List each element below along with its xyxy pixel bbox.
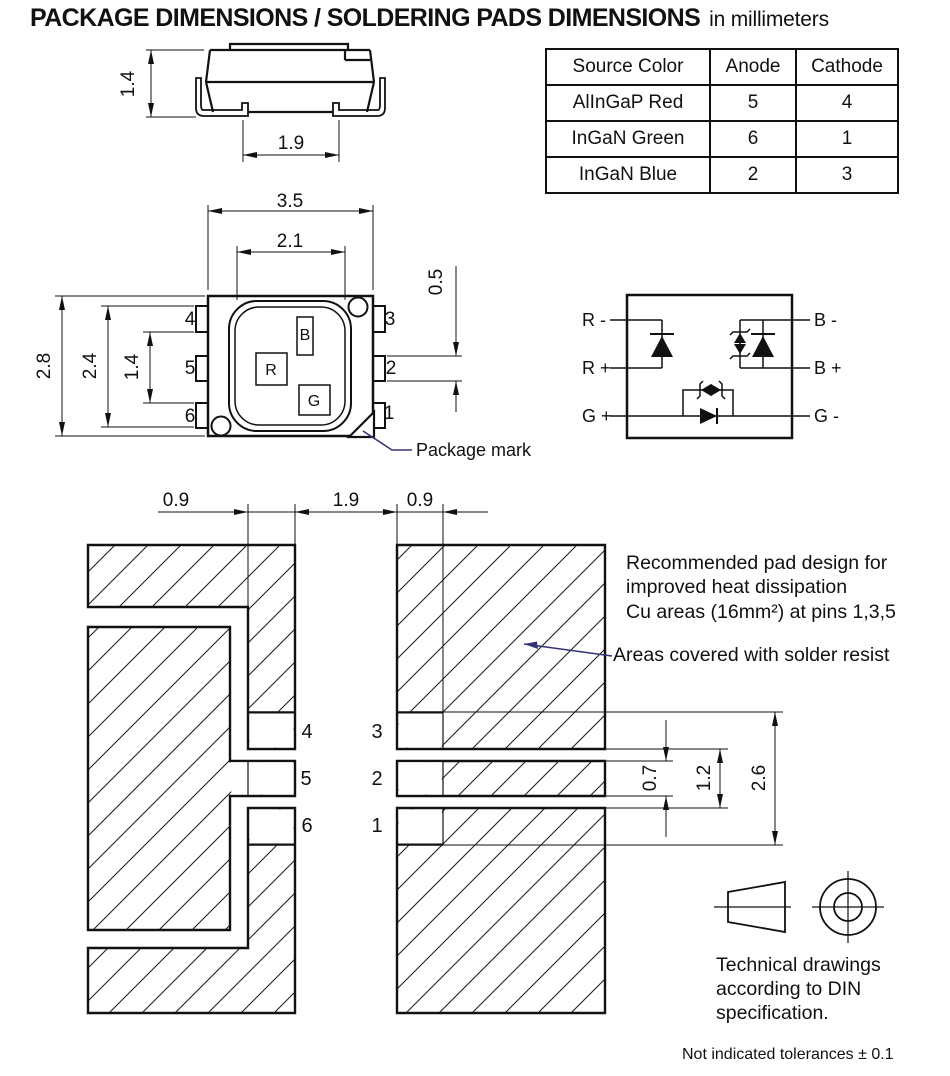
page-title-units: in millimeters — [709, 8, 829, 31]
esd-diode-up-symbol — [734, 333, 746, 343]
pad-layout-drawing — [88, 490, 896, 1013]
pad-6-label: 6 — [301, 815, 313, 837]
package-mark-label: Package mark — [416, 440, 532, 460]
pad-5-label: 5 — [300, 768, 312, 790]
terminal-b-minus: B - — [814, 310, 838, 330]
dim-tv-emitter: 2.1 — [276, 231, 304, 252]
dim-pad-height: 0.7 — [640, 764, 661, 792]
header-cathode: Cathode — [796, 49, 898, 85]
table-cell: 3 — [796, 157, 898, 193]
dim-left-pad-width: 0.9 — [162, 490, 190, 511]
pin-6-label: 6 — [184, 406, 196, 427]
corner-circle-top-right — [349, 298, 368, 317]
pin-5-label: 5 — [184, 358, 196, 379]
dim-side-height: 1.4 — [118, 70, 139, 98]
dim-tv-width: 3.5 — [276, 191, 304, 212]
pad-2-label: 2 — [371, 768, 383, 790]
table-cell: InGaN Blue — [546, 157, 710, 193]
dim-side-lead-span: 1.9 — [277, 133, 305, 154]
pad-1-label: 1 — [371, 815, 383, 837]
emitting-area-outer — [229, 301, 351, 431]
pin-3-label: 3 — [384, 309, 396, 330]
table-cell: InGaN Green — [546, 121, 710, 157]
terminal-r-minus: R - — [582, 310, 606, 330]
side-view-body — [206, 44, 374, 112]
table-cell: 5 — [710, 85, 796, 121]
pad-note-line-3: Cu areas (16mm²) at pins 1,3,5 — [626, 601, 896, 623]
pad-3-label: 3 — [371, 721, 383, 743]
header-source-color: Source Color — [546, 49, 710, 85]
dim-pad-pitch: 1.2 — [694, 764, 715, 792]
dim-tv-pin-width: 0.5 — [426, 268, 447, 296]
terminal-g-plus: G + — [582, 406, 612, 426]
solder-resist-label: Areas covered with solder resist — [613, 644, 890, 666]
blue-led-symbol — [752, 336, 774, 357]
dim-tv-pin-span: 2.4 — [80, 352, 101, 380]
side-view-right-lead — [333, 78, 385, 116]
pin-1-label: 1 — [383, 403, 395, 424]
dim-center-gap: 1.9 — [332, 490, 360, 511]
tolerance-note: Not indicated tolerances ± 0.1 — [682, 1046, 894, 1063]
exposed-pads — [231, 713, 441, 844]
dim-pad-span: 2.6 — [749, 764, 770, 792]
bypass-diode-right-symbol — [711, 384, 721, 396]
chip-green-label: G — [307, 393, 321, 410]
table-cell: AlInGaP Red — [546, 85, 710, 121]
bypass-diode-left-symbol — [701, 384, 711, 396]
top-view-drawing — [34, 191, 532, 460]
din-symbols — [682, 871, 894, 1063]
chip-red-label: R — [265, 362, 277, 379]
pin-4-label: 4 — [184, 309, 196, 330]
header-anode: Anode — [710, 49, 796, 85]
din-note-line-3: specification. — [716, 1002, 829, 1024]
table-cell: 2 — [710, 157, 796, 193]
dim-right-pad-width: 0.9 — [406, 490, 434, 511]
page-title-main: PACKAGE DIMENSIONS / SOLDERING PADS DIMENSIONS — [30, 4, 701, 32]
circuit-diagram — [582, 295, 842, 438]
pad-note-line-2: improved heat dissipation — [626, 576, 848, 598]
table-cell: 6 — [710, 121, 796, 157]
green-led-symbol — [700, 408, 717, 424]
table-cell: 1 — [796, 121, 898, 157]
package-mark-chamfer — [349, 412, 374, 437]
top-view-pins — [196, 306, 385, 428]
dim-tv-pin-pitch: 1.4 — [122, 353, 143, 381]
din-note-line-2: according to DIN — [716, 978, 862, 1000]
terminal-g-minus: G - — [814, 406, 839, 426]
side-view-left-lead — [196, 78, 248, 116]
esd-diode-down-symbol — [734, 344, 746, 354]
table-cell: 4 — [796, 85, 898, 121]
pin-2-label: 2 — [385, 358, 397, 379]
chip-blue-label: B — [299, 327, 311, 344]
emitting-area-inner — [235, 307, 345, 425]
pad-4-label: 4 — [301, 721, 313, 743]
corner-circle-bottom-left — [212, 417, 231, 436]
terminal-b-plus: B + — [814, 358, 842, 378]
dim-tv-height: 2.8 — [34, 352, 55, 380]
din-note-line-1: Technical drawings — [716, 954, 881, 976]
side-view-drawing — [118, 44, 385, 162]
terminal-r-plus: R + — [582, 358, 611, 378]
red-led-symbol — [651, 336, 673, 357]
pad-note-line-1: Recommended pad design for — [626, 552, 888, 574]
